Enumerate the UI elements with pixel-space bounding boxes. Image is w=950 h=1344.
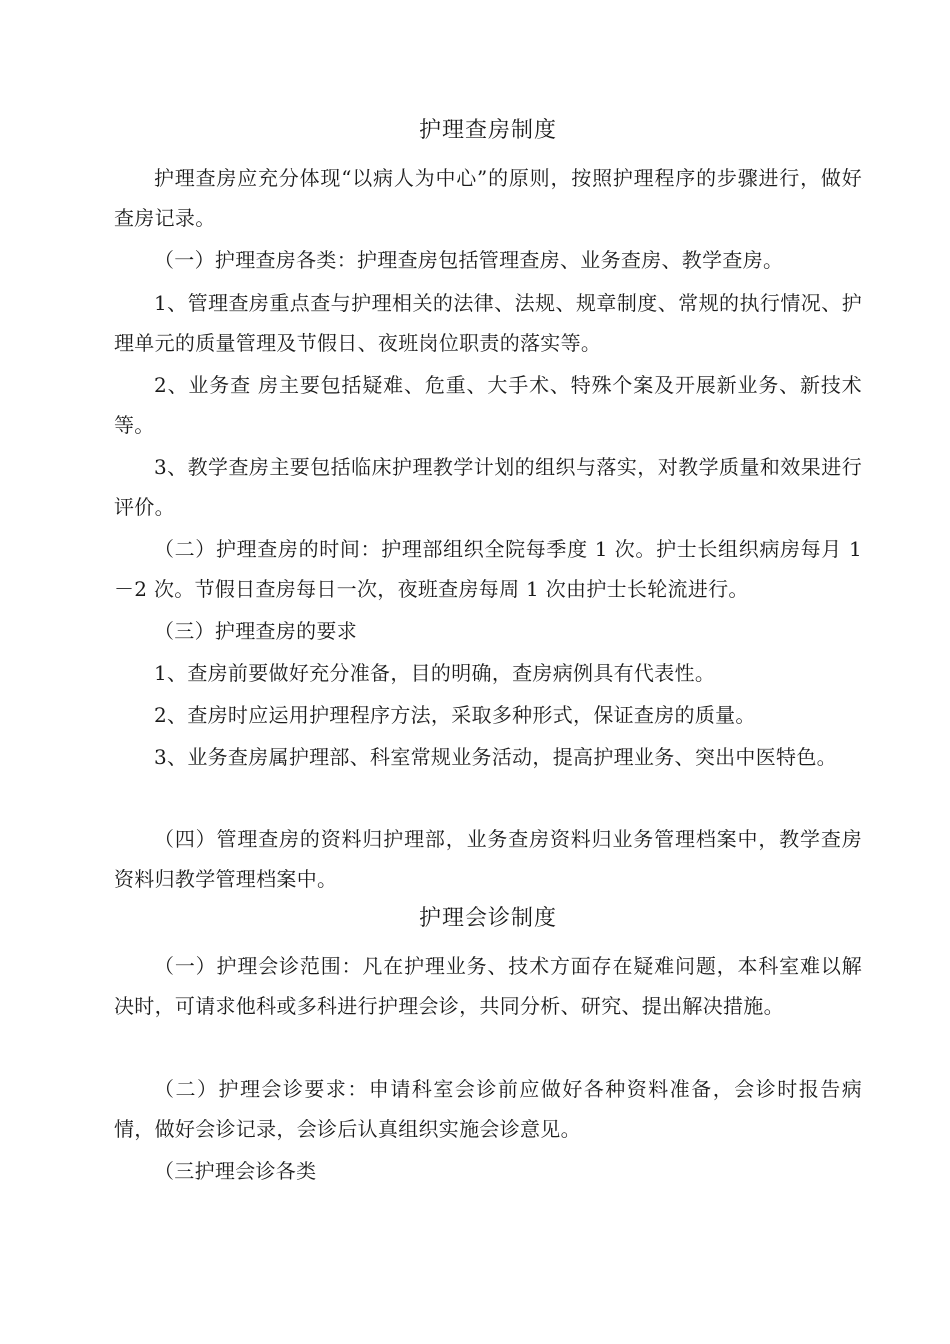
paragraph-rounds-types: （一）护理查房各类：护理查房包括管理查房、业务查房、教学查房。 bbox=[154, 248, 784, 272]
paragraph-rounds-records: （四）管理查房的资料归护理部，业务查房资料归业务管理档案中，教学查房资料归教学管理档案中。 bbox=[114, 827, 862, 891]
paragraph-requirement-2: 2、查房时应运用护理程序方法，采取多种形式，保证查房的质量。 bbox=[154, 703, 756, 727]
paragraph-consultation-requirements: （二）护理会诊要求：申请科室会诊前应做好各种资料准备，会诊时报告病情，做好会诊记录，会诊后认真组织实施会诊意见。 bbox=[114, 1077, 862, 1141]
paragraph-rounds-requirements: （三）护理查房的要求 bbox=[154, 619, 357, 643]
paragraph-management-rounds: 1、管理查房重点查与护理相关的法律、法规、规章制度、常规的执行情况、护理单元的质量管理及节假日、夜班岗位职责的落实等。 bbox=[114, 291, 862, 355]
paragraph-requirement-3: 3、业务查房属护理部、科室常规业务活动，提高护理业务、突出中医特色。 bbox=[154, 745, 837, 769]
section-title-nursing-rounds: 护理查房制度 bbox=[418, 118, 557, 143]
paragraph-intro: 护理查房应充分体现“以病人为中心”的原则，按照护理程序的步骤进行，做好查房记录。 bbox=[114, 166, 862, 230]
section-title-nursing-consultation: 护理会诊制度 bbox=[418, 906, 557, 931]
paragraph-consultation-scope: （一）护理会诊范围：凡在护理业务、技术方面存在疑难问题，本科室难以解决时，可请求他科或多科进行护理会诊，共同分析、研究、提出解决措施。 bbox=[114, 954, 862, 1018]
paragraph-rounds-time: （二）护理查房的时间：护理部组织全院每季度 1 次。护士长组织病房每月 1－2 次。节假日查房每日一次，夜班查房每周 1 次由护士长轮流进行。 bbox=[114, 537, 862, 601]
paragraph-consultation-types: （三护理会诊各类 bbox=[154, 1159, 317, 1183]
paragraph-teaching-rounds: 3、教学查房主要包括临床护理教学计划的组织与落实，对教学质量和效果进行评价。 bbox=[114, 455, 862, 519]
document-page bbox=[114, 0, 862, 1344]
paragraph-requirement-1: 1、查房前要做好充分准备，目的明确，查房病例具有代表性。 bbox=[154, 661, 716, 685]
paragraph-business-rounds: 2、业务查 房主要包括疑难、危重、大手术、特殊个案及开展新业务、新技术等。 bbox=[114, 373, 862, 437]
